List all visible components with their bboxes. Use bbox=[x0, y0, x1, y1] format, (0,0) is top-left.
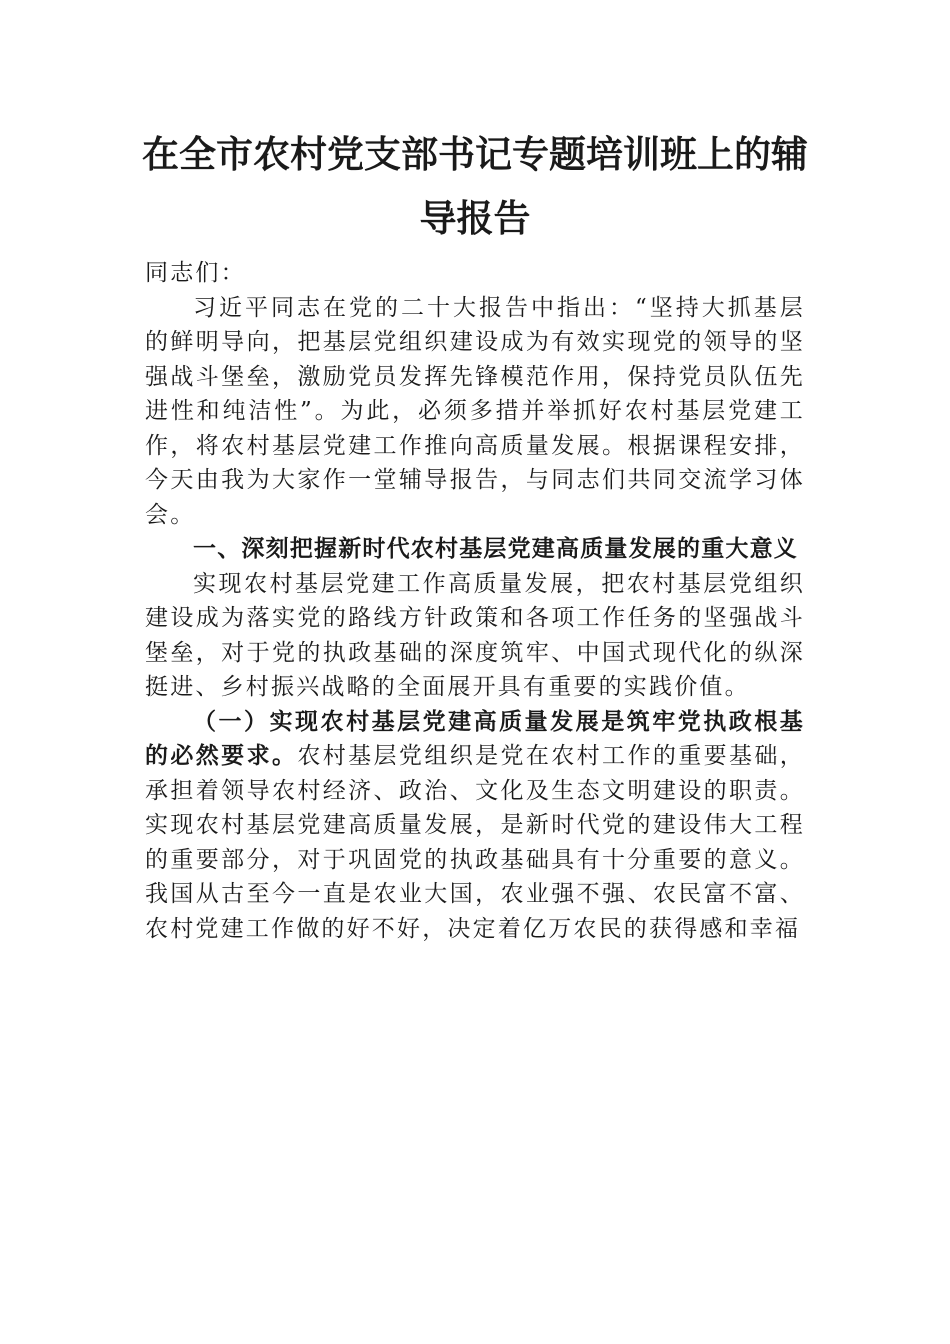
subsection-1-paragraph bbox=[145, 705, 805, 947]
subsection-1-text: 农村基层党组织是党在农村工作的重要基础，承担着领导农村经济、政治、文化及生态文明建设的职责。实现农村基层党建高质量发展，是新时代党的建设伟大工程的重要部分，对于巩固党的执政基础具有十分重要的意义。我国从古至今一直是农业大国，农业强不强、农民富不富、农村党建工作做的好不好，决定着亿万农民的获得感和幸福 bbox=[145, 743, 806, 942]
section-1-paragraph: 实现农村基层党建工作高质量发展，把农村基层党组织建设成为落实党的路线方针政策和各项工作任务的坚强战斗堡垒，对于党的执政基础的深度筑牢、中国式现代化的纵深挺进、乡村振兴战略的全面展开具有重要的实践价值。 bbox=[145, 570, 805, 700]
intro-paragraph: 习近平同志在党的二十大报告中指出：“坚持大抓基层的鲜明导向，把基层党组织建设成为有效实现党的领导的坚强战斗堡垒，激励党员发挥先锋模范作用，保持党员队伍先进性和纯洁性”。为此，必须多措并举抓好农村基层党建工作，将农村基层党建工作推向高质量发展。根据课程安排，今天由我为大家作一堂辅导报告，与同志们共同交流学习体会。 bbox=[145, 294, 805, 528]
salutation: 同志们： bbox=[145, 260, 246, 286]
document-page bbox=[142, 122, 808, 946]
subsection-1-heading: （一）实现农村基层党建高质量发展是筑牢党执政根基的必然要求。 bbox=[145, 707, 805, 769]
section-1-heading: 一、深刻把握新时代农村基层党建高质量发展的重大意义 bbox=[193, 536, 798, 562]
document-title: 在全市农村党支部书记专题培训班上的辅导报告 bbox=[142, 132, 808, 240]
